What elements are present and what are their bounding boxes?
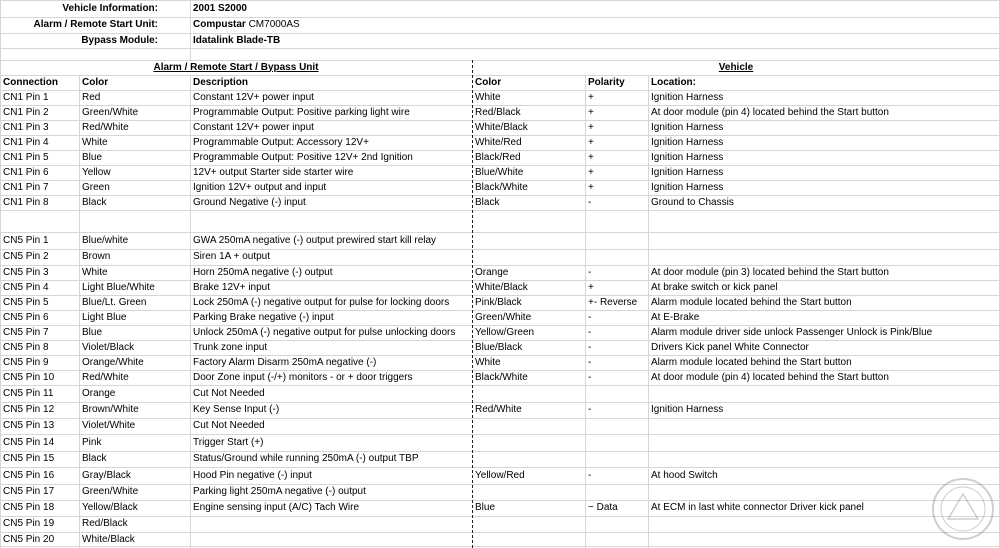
table-row [0,249,1000,265]
table-cell: Orange/White [82,356,144,368]
grid-line [0,325,1000,326]
table-cell [585,434,648,451]
table-row [0,370,1000,385]
table-row [0,418,1000,434]
table-cell: Red/White [82,121,129,133]
table-cell: CN1 Pin 4 [3,136,49,148]
grid-line [0,90,1000,91]
table-cell: - [588,371,592,383]
table-cell [585,249,648,265]
table-cell [648,210,1000,232]
table-cell: Ignition Harness [651,151,724,163]
table-cell: + [588,281,594,293]
column-header: Connection [3,76,58,88]
table-row [0,135,1000,150]
table-cell: At brake switch or kick panel [651,281,778,293]
column-header: Color [475,76,502,88]
grid-line [0,165,1000,166]
grid-line [0,120,1000,121]
table-cell: White [82,136,108,148]
table-cell: Blue/white [82,234,129,246]
table-cell: Ignition Harness [651,91,724,103]
info-value-rest: CM7000AS [245,19,300,30]
table-cell: At door module (pin 4) located behind the Start button [651,106,889,118]
table-row [0,180,1000,195]
table-row [0,295,1000,310]
table-cell: Red [82,91,101,103]
table-cell: CN5 Pin 15 [3,453,55,464]
table-cell: White [82,266,108,278]
table-row [0,90,1000,105]
table-cell [472,451,585,467]
table-cell: Blue/Lt. Green [82,296,147,308]
table-cell [585,385,648,402]
table-cell: Programmable Output: Positive parking light wire [193,106,410,118]
table-cell: Blue/White [475,166,524,178]
section-header-right: Vehicle [718,61,754,73]
table-cell: CN5 Pin 7 [3,326,49,338]
info-value-bold: Compustar [193,19,246,30]
table-cell: At hood Switch [651,469,718,481]
table-cell: Light Blue [82,311,127,323]
table-cell: Parking Brake negative (-) input [193,311,334,323]
grid-line [0,249,1000,250]
table-row [0,484,1000,500]
table-cell: - [588,341,592,353]
table-cell: Cut Not Needed [193,420,265,431]
table-cell: + [588,136,594,148]
column-header: Location: [651,76,696,88]
table-cell: Hood Pin negative (-) input [193,469,312,481]
table-cell: Black/Red [475,151,521,163]
table-cell: Ignition 12V+ output and input [193,181,327,193]
table-cell: At door module (pin 4) located behind the Start button [651,371,889,383]
table-cell: CN5 Pin 1 [3,234,49,246]
info-value-bold: 2001 S2000 [193,2,247,14]
section-divider [472,60,473,548]
table-cell: CN5 Pin 18 [3,502,55,513]
info-value [190,0,472,17]
table-cell: CN5 Pin 8 [3,341,49,353]
table-cell [648,451,1000,467]
table-row [0,310,1000,325]
table-cell: CN1 Pin 1 [3,91,49,103]
table-row [0,340,1000,355]
table-cell: Yellow/Green [475,326,535,338]
grid-line [648,75,649,548]
table-cell: Green/White [82,106,139,118]
grid-line [0,310,1000,311]
grid-line [0,135,1000,136]
table-cell: Blue/Black [475,341,523,353]
section-header-left: Alarm / Remote Start / Bypass Unit [153,61,319,73]
table-cell: Pink [82,436,102,448]
grid-line [0,370,1000,371]
table-cell: Engine sensing input (A/C) Tach Wire [193,502,360,513]
table-cell: Black [82,196,107,208]
table-cell: 12V+ output Starter side starter wire [193,166,354,178]
table-cell: White/Black [475,121,528,133]
table-cell: Light Blue/White [82,281,155,293]
table-cell: ~ Data [588,502,618,513]
table-cell [472,232,585,249]
table-cell: Gray/Black [82,469,131,481]
table-cell: - [588,469,592,481]
grid-line [0,355,1000,356]
table-cell: Programmable Output: Positive 12V+ 2nd Ignition [193,151,413,163]
table-cell [648,232,1000,249]
table-cell: Yellow [82,166,111,178]
grid-line [0,402,1000,403]
grid-line [0,295,1000,296]
table-cell [585,484,648,500]
table-cell: Alarm module driver side unlock Passenger Unlock is Pink/Blue [651,326,933,338]
table-cell [472,516,585,532]
table-cell [648,249,1000,265]
grid-line [0,195,1000,196]
table-cell: White/Red [475,136,522,148]
table-cell: - [588,196,592,208]
grid-line [0,0,1,548]
table-cell: Constant 12V+ power input [193,91,314,103]
section-header-row [0,60,1000,75]
table-cell [0,210,79,232]
table-cell: Brown/White [82,404,139,415]
table-cell: CN5 Pin 6 [3,311,49,323]
grid-line [0,17,1000,18]
table-row [0,165,1000,180]
table-cell: Green [82,181,110,193]
grid-line [0,532,1000,533]
grid-line [0,500,1000,501]
table-cell: - [588,266,592,278]
grid-line [0,467,1000,468]
table-cell: At ECM in last white connector Driver kick panel [651,502,864,513]
table-cell: Red/Black [475,106,521,118]
table-cell: CN5 Pin 17 [3,486,55,497]
table-cell: Unlock 250mA (-) negative output for pulse unlocking doors [193,326,456,338]
table-cell: Ignition Harness [651,121,724,133]
table-cell: Lock 250mA (-) negative output for pulse for locking doors [193,296,450,308]
column-header: Polarity [588,76,625,88]
table-cell: Ignition Harness [651,166,724,178]
table-cell: - [588,326,592,338]
table-cell: Blue [82,151,103,163]
table-cell: - [588,356,592,368]
table-cell: Red/White [82,371,129,383]
grid-line [0,105,1000,106]
watermark-logo [928,474,998,544]
table-cell: Yellow/Red [475,469,525,481]
table-cell [585,418,648,434]
table-cell: + [588,181,594,193]
info-label: Vehicle Information: [62,2,158,14]
table-cell [472,418,585,434]
table-cell: Siren 1A + output [193,251,271,262]
table-cell: White [475,91,501,103]
column-header-row [0,75,1000,90]
grid-line [0,75,1000,76]
info-label: Bypass Module: [81,34,158,46]
table-row [0,232,1000,249]
grid-line [190,75,191,548]
table-cell: Violet/White [82,420,136,431]
table-cell: Ground Negative (-) input [193,196,306,208]
table-cell: CN5 Pin 3 [3,266,49,278]
grid-line [0,150,1000,151]
table-cell: - [588,311,592,323]
table-cell: + [588,121,594,133]
table-row [0,265,1000,280]
table-row [0,402,1000,418]
table-cell: CN5 Pin 13 [3,420,55,431]
table-row [0,150,1000,165]
table-cell: Black/White [475,371,528,383]
table-cell [472,434,585,451]
table-cell: Blue [82,326,103,338]
table-row [0,325,1000,340]
table-cell: Black [475,196,500,208]
grid-line [0,516,1000,517]
table-cell: CN5 Pin 14 [3,436,55,448]
info-row [0,33,1000,48]
table-cell: CN5 Pin 20 [3,534,55,545]
table-cell: Brake 12V+ input [193,281,270,293]
table-row [0,210,1000,232]
table-cell: Yellow/Black [82,502,138,513]
grid-line [0,48,1000,49]
table-cell: Orange [82,387,116,399]
table-cell: Constant 12V+ power input [193,121,314,133]
table-cell [472,385,585,402]
grid-line [0,484,1000,485]
table-cell: Alarm module located behind the Start button [651,296,852,308]
info-row [0,17,1000,33]
grid-line [0,280,1000,281]
table-cell: Cut Not Needed [193,387,265,399]
table-cell: CN1 Pin 3 [3,121,49,133]
table-cell [648,434,1000,451]
table-cell: CN5 Pin 19 [3,518,55,529]
table-cell: CN1 Pin 8 [3,196,49,208]
table-cell: + [588,151,594,163]
table-cell: - [588,404,592,415]
table-cell [190,516,472,532]
table-row [0,451,1000,467]
table-cell: CN5 Pin 10 [3,371,55,383]
table-cell: CN5 Pin 9 [3,356,49,368]
table-cell: Brown [82,251,111,262]
table-cell: Red/Black [82,518,128,529]
table-cell: Pink/Black [475,296,522,308]
table-cell: + [588,106,594,118]
table-cell [585,210,648,232]
grid-line [0,451,1000,452]
grid-line [0,232,1000,233]
table-cell [648,418,1000,434]
table-cell: Key Sense Input (-) [193,404,280,415]
table-cell: Violet/Black [82,341,135,353]
table-cell: Alarm module located behind the Start button [651,356,852,368]
table-cell: + [588,91,594,103]
table-cell: Black/White [475,181,528,193]
grid-line [0,33,1000,34]
table-cell: Ignition Harness [651,181,724,193]
table-cell: Ignition Harness [651,404,724,415]
table-row [0,434,1000,451]
table-cell [585,451,648,467]
table-cell: At E-Brake [651,311,700,323]
table-cell [79,210,190,232]
table-cell: Orange [475,266,509,278]
table-cell [472,249,585,265]
table-cell [472,210,585,232]
info-value [190,17,472,33]
table-cell [648,385,1000,402]
table-cell: CN1 Pin 5 [3,151,49,163]
table-cell: CN5 Pin 4 [3,281,49,293]
table-cell [585,232,648,249]
grid-line [0,0,1000,1]
table-row [0,105,1000,120]
table-cell: CN5 Pin 5 [3,296,49,308]
table-cell: + [588,166,594,178]
info-row [0,0,1000,17]
table-cell: Green/White [475,311,532,323]
table-cell: White/Black [475,281,528,293]
table-cell: Ignition Harness [651,136,724,148]
table-cell: GWA 250mA negative (-) output prewired start kill relay [193,234,437,246]
table-cell [190,210,472,232]
table-row [0,385,1000,402]
table-row [0,516,1000,532]
table-cell: CN5 Pin 11 [3,387,54,399]
column-header: Color [82,76,109,88]
grid-line [585,75,586,548]
table-cell: +- Reverse [588,296,638,308]
table-cell: Green/White [82,486,139,497]
table-cell: Red/White [475,404,522,415]
table-cell: Trigger Start (+) [193,436,264,448]
table-cell: CN5 Pin 16 [3,469,55,481]
table-cell: CN1 Pin 2 [3,106,49,118]
grid-line [0,340,1000,341]
table-cell: CN5 Pin 2 [3,251,49,262]
table-cell: Ground to Chassis [651,196,734,208]
table-cell: Door Zone input (-/+) monitors - or + door triggers [193,371,413,383]
table-cell: CN1 Pin 7 [3,181,49,193]
grid-line [0,210,1000,211]
table-cell [472,484,585,500]
table-row [0,500,1000,516]
info-value-bold: Idatalink Blade-TB [193,34,281,46]
table-cell: CN1 Pin 6 [3,166,49,178]
grid-line [0,385,1000,386]
table-cell: Horn 250mA negative (-) output [193,266,333,278]
grid-line [0,180,1000,181]
column-header: Description [193,76,249,88]
table-row [0,120,1000,135]
table-cell: Trunk zone input [193,341,268,353]
grid-line [0,418,1000,419]
grid-line [0,265,1000,266]
table-cell: Factory Alarm Disarm 250mA negative (-) [193,356,377,368]
table-cell: Blue [475,502,496,513]
table-row [0,467,1000,484]
table-cell [585,516,648,532]
table-row [0,195,1000,210]
table-cell: White/Black [82,534,135,545]
table-cell: Programmable Output: Accessory 12V+ [193,136,369,148]
info-value [190,33,472,48]
table-cell: Status/Ground while running 250mA (-) output TBP [193,453,419,464]
table-cell: At door module (pin 3) located behind the Start button [651,266,889,278]
table-row [0,280,1000,295]
grid-line [79,75,80,548]
table-cell: Black [82,453,107,464]
table-row [0,355,1000,370]
info-label: Alarm / Remote Start Unit: [33,19,158,30]
table-cell: CN5 Pin 12 [3,404,55,415]
grid-line [190,0,191,60]
grid-line [0,60,1000,61]
grid-line [0,434,1000,435]
table-cell: White [475,356,501,368]
table-cell: Drivers Kick panel White Connector [651,341,809,353]
table-cell: Parking light 250mA negative (-) output [193,486,366,497]
